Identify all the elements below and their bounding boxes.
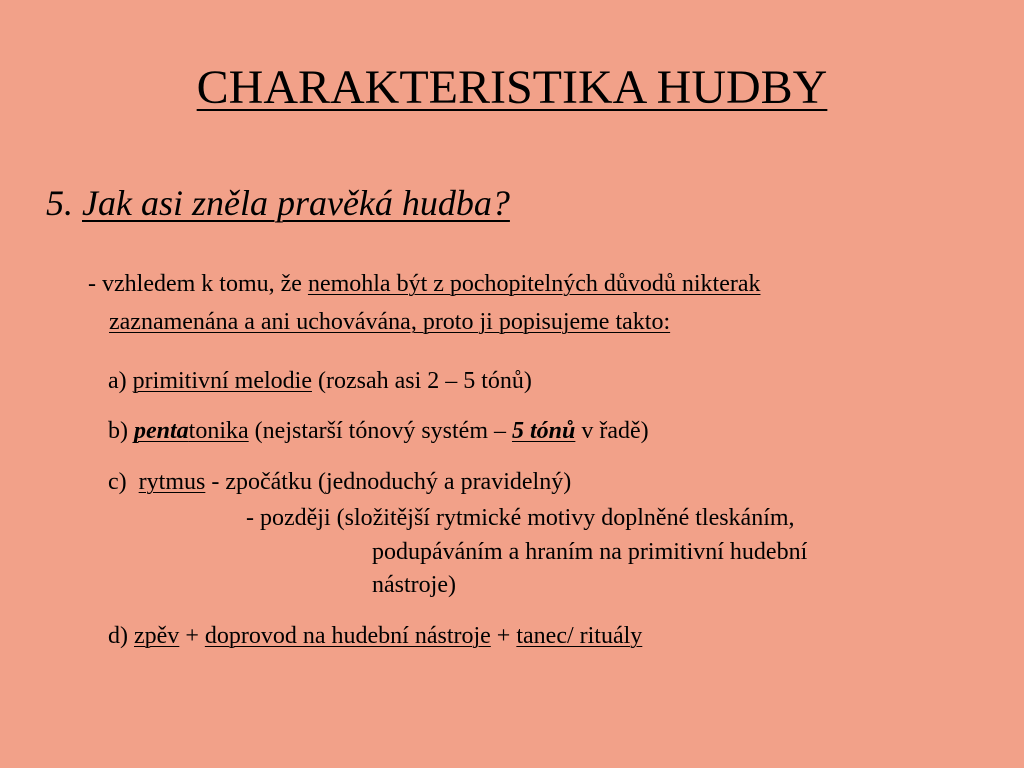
- question-number: 5.: [46, 183, 73, 223]
- item-c-rest: - zpočátku (jednoduchý a pravidelný): [205, 469, 572, 495]
- item-a: [108, 365, 532, 397]
- item-b-term-bold: penta: [134, 418, 189, 444]
- item-b: [108, 415, 649, 447]
- item-a-label: a): [108, 368, 133, 394]
- item-a-rest: (rozsah asi 2 – 5 tónů): [311, 368, 532, 394]
- item-d-plus-2: +: [490, 623, 517, 649]
- item-b-emphasis: 5 tónů: [511, 418, 576, 444]
- item-b-term-rest: tonika: [188, 418, 249, 444]
- item-d-term-2: doprovod na hudební nástroje: [204, 623, 491, 649]
- item-b-rest-2: v řadě): [575, 418, 649, 444]
- item-d-term-3: tanec/ rituály: [516, 623, 643, 649]
- intro-underlined-1: nemohla být z pochopitelných důvodů nikterak: [307, 271, 761, 297]
- item-b-rest-1: (nejstarší tónový systém –: [248, 418, 512, 444]
- slide-title: CHARAKTERISTIKA HUDBY: [196, 61, 828, 114]
- item-c-label: c): [108, 469, 139, 495]
- item-c: [108, 466, 571, 498]
- question-text: Jak asi zněla pravěká hudba?: [82, 183, 510, 223]
- item-c-later-2: podupáváním a hraním na primitivní hudební: [372, 539, 808, 565]
- item-d-plus-1: +: [179, 623, 205, 649]
- item-d: [108, 620, 642, 652]
- item-c-later-3: nástroje): [372, 572, 456, 598]
- item-b-label: b): [108, 418, 134, 444]
- item-c-later-1: - později (složitější rytmické motivy doplněné tleskáním,: [246, 505, 795, 531]
- intro-prefix: - vzhledem k tomu, že: [88, 271, 308, 297]
- item-d-label: d): [108, 623, 134, 649]
- intro-underlined-2: zaznamenána a ani uchovávána, proto ji popisujeme takto:: [109, 309, 671, 335]
- question-heading: [46, 180, 510, 226]
- item-b-term: [134, 418, 249, 444]
- item-c-term: rytmus: [138, 469, 206, 495]
- intro-line-2: [109, 306, 670, 338]
- item-d-term-1: zpěv: [134, 623, 180, 649]
- intro-line-1: [88, 268, 761, 300]
- item-a-term: primitivní melodie: [132, 368, 312, 394]
